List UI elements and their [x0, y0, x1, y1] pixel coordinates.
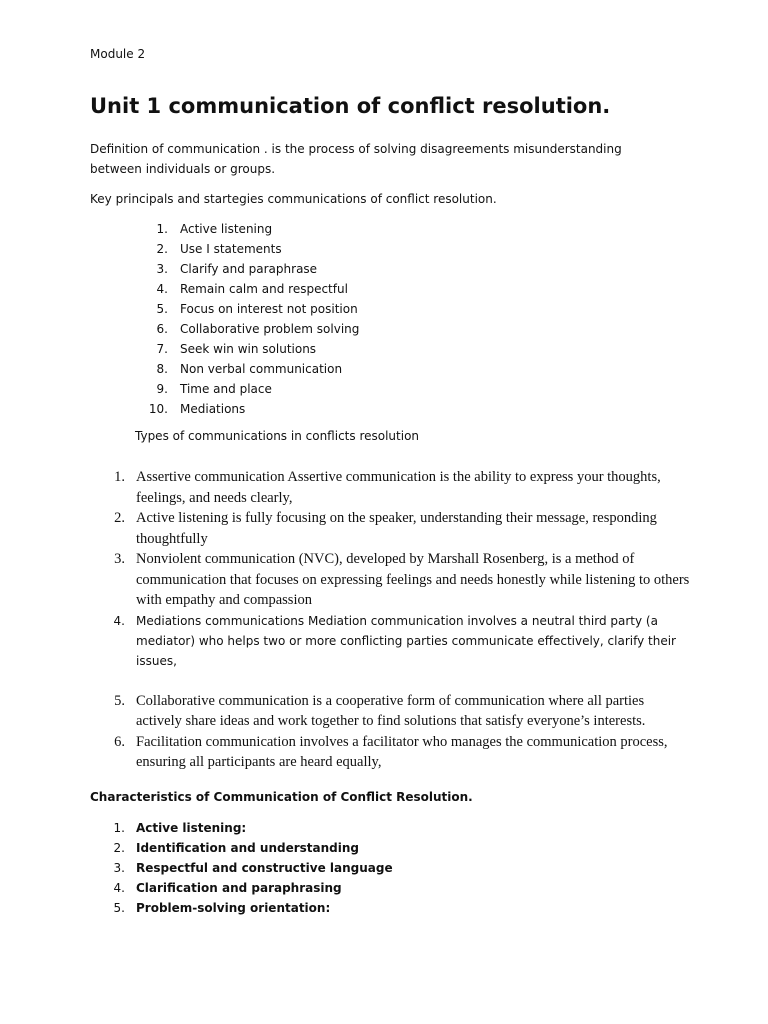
list-item [110, 900, 393, 920]
list-text: Respectful and constructive language [136, 861, 393, 875]
list-item [110, 549, 690, 611]
list-item [110, 467, 690, 508]
list-text: Clarify and paraphrase [180, 262, 318, 276]
list-item [154, 321, 359, 341]
list-number: 3. [113, 861, 125, 875]
list-number: 1. [113, 821, 125, 835]
list-text: Active listening: [136, 821, 247, 835]
definition-paragraph: Definition of communication . is the process of solving disagreements misunderstanding between individuals or groups. [90, 142, 622, 176]
list-text: Non verbal communication [180, 362, 343, 376]
list-item [154, 301, 359, 321]
list-number: 7. [156, 342, 168, 356]
list-item [110, 840, 393, 860]
list-item [110, 691, 690, 732]
principles-heading: Key principals and startegies communications of conflict resolution. [90, 192, 497, 206]
list-number: 1. [156, 222, 168, 236]
types-list [110, 467, 690, 773]
list-text: Problem-solving orientation: [136, 901, 331, 915]
list-item [154, 261, 359, 281]
principles-list [148, 221, 360, 421]
list-number: 1. [114, 469, 125, 485]
list-number: 3. [156, 262, 168, 276]
list-text: Collaborative communication is a cooperative form of communication where all parties actively share ideas and work together to find solutions that satisfy everyone’s interests. [136, 692, 646, 729]
list-number: 2. [113, 841, 125, 855]
list-number: 4. [113, 613, 125, 628]
list-number: 6. [114, 733, 125, 750]
list-number: 5. [113, 901, 125, 915]
list-text: Remain calm and respectful [180, 282, 348, 296]
list-item [110, 860, 393, 880]
list-item [154, 281, 359, 301]
list-number: 10. [148, 402, 168, 416]
list-item [154, 221, 359, 241]
list-number: 5. [114, 692, 125, 709]
list-item [110, 732, 690, 773]
list-number: 9. [156, 382, 168, 396]
list-text: Time and place [180, 382, 272, 396]
list-number: 4. [113, 881, 125, 895]
list-number: 2. [114, 510, 125, 526]
list-text: Collaborative problem solving [180, 322, 360, 336]
list-text: Clarification and paraphrasing [136, 881, 342, 895]
list-text: Facilitation communication involves a facilitator who manages the communication process, ensuring all participants are heard equally, [136, 733, 668, 770]
list-item [154, 381, 359, 401]
characteristics-heading: Characteristics of Communication of Conflict Resolution. [90, 790, 473, 804]
list-item [110, 611, 690, 691]
list-text: Seek win win solutions [180, 342, 317, 356]
list-text: Nonviolent communication (NVC), developed by Marshall Rosenberg, is a method of communication that focuses on expressing feelings and needs honestly while listening to others with empathy and compassion [136, 551, 690, 608]
page-title: Unit 1 communication of conflict resolution. [90, 94, 611, 118]
list-item [148, 401, 359, 421]
list-item [110, 508, 690, 549]
types-heading: Types of communications in conflicts resolution [135, 429, 420, 443]
list-text: Mediations communications Mediation communication involves a neutral third party (a mediator) who helps two or more conflicting parties communicate effectively, clarify their issues, [136, 613, 676, 668]
list-text: Identification and understanding [136, 841, 360, 855]
list-text: Assertive communication Assertive communication is the ability to express your thoughts, feelings, and needs clearly, [136, 469, 661, 506]
characteristics-list [110, 820, 393, 920]
list-item [154, 241, 359, 261]
list-item [154, 341, 359, 361]
list-item [110, 820, 393, 840]
list-text: Mediations [180, 402, 246, 416]
list-text: Focus on interest not position [180, 302, 358, 316]
page-header: Module 2 [90, 47, 146, 61]
list-number: 2. [156, 242, 168, 256]
list-number: 3. [114, 551, 125, 567]
list-number: 4. [156, 282, 168, 296]
list-number: 5. [156, 302, 168, 316]
list-number: 8. [156, 362, 168, 376]
list-item [110, 880, 393, 900]
list-text: Active listening [180, 222, 273, 236]
list-text: Active listening is fully focusing on the speaker, understanding their message, responding thoughtfully [136, 510, 657, 547]
list-number: 6. [156, 322, 168, 336]
list-text: Use I statements [180, 242, 282, 256]
list-item [154, 361, 359, 381]
